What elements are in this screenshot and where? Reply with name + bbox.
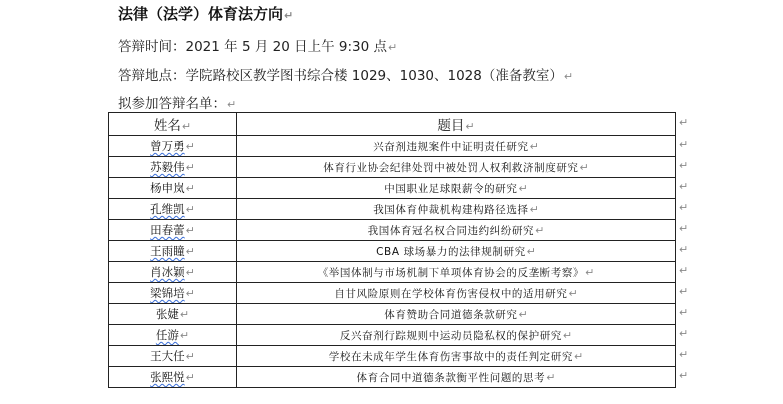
table-row [109, 136, 676, 157]
row-end-mark-icon: ↵ [679, 222, 689, 235]
paragraph-mark-icon: ↵ [563, 70, 574, 83]
column-header-topic-text: 题目 [437, 118, 465, 134]
row-end-mark-icon: ↵ [679, 306, 689, 319]
student-name: 苏毅伟 [150, 160, 185, 174]
cell-mark-icon: ↵ [526, 244, 536, 258]
name-cell [109, 304, 237, 325]
cell-mark-icon: ↵ [179, 308, 190, 321]
column-header-name-text: 姓名 [153, 118, 181, 134]
topic-cell [237, 199, 676, 220]
thesis-topic: 自甘风险原则在学校体育伤害侵权中的适用研究 [334, 287, 568, 300]
paragraph-mark-icon: ↵ [227, 98, 237, 111]
topic-cell [237, 346, 676, 367]
student-name: 张熙悦 [150, 370, 185, 384]
topic-cell [237, 262, 676, 283]
thesis-topic: 中国职业足球限薪令的研究 [384, 182, 518, 195]
thesis-topic: 体育赞助合同道德条款研究 [384, 308, 518, 321]
table-row [109, 325, 676, 346]
student-name: 曾万勇 [150, 139, 185, 153]
cell-mark-icon: ↵ [185, 224, 195, 237]
topic-cell [237, 220, 676, 241]
student-name: 王大任 [150, 349, 185, 363]
student-name: 杨申岚 [150, 181, 185, 195]
cell-mark-icon: ↵ [185, 350, 195, 363]
topic-cell [237, 325, 676, 346]
cell-mark-icon: ↵ [562, 328, 573, 342]
cell-mark-icon: ↵ [185, 371, 195, 384]
document-heading [118, 3, 293, 24]
topic-cell [237, 157, 676, 178]
name-cell [109, 241, 237, 262]
row-end-mark-icon: ↵ [679, 369, 689, 382]
name-cell [109, 283, 237, 304]
thesis-topic: 《举国体制与市场机制下单项体育协会的反垄断考察》 [317, 266, 585, 279]
column-header-name [109, 113, 237, 136]
topic-cell [237, 241, 676, 262]
cell-mark-icon: ↵ [179, 329, 190, 342]
row-end-mark-icon: ↵ [679, 201, 689, 214]
topic-cell [237, 283, 676, 304]
row-end-mark-icon: ↵ [679, 159, 689, 172]
student-name: 王雨瞳 [150, 244, 185, 258]
student-name: 肖冰颖 [150, 265, 185, 279]
table-row [109, 346, 676, 367]
student-name: 梁锦培 [150, 286, 185, 300]
thesis-topic: 我国体育冠名权合同违约纠纷研究 [367, 224, 535, 237]
name-cell [109, 325, 237, 346]
table-row [109, 220, 676, 241]
cell-mark-icon: ↵ [585, 265, 595, 279]
cell-mark-icon: ↵ [185, 245, 195, 258]
cell-mark-icon: ↵ [529, 202, 539, 216]
cell-mark-icon: ↵ [535, 223, 545, 237]
topic-cell [237, 136, 676, 157]
cell-mark-icon: ↵ [573, 349, 584, 363]
cell-mark-icon: ↵ [185, 266, 195, 279]
name-cell [109, 346, 237, 367]
cell-mark-icon: ↵ [568, 286, 578, 300]
name-cell [109, 199, 237, 220]
row-end-mark-icon: ↵ [679, 285, 689, 298]
thesis-topic: 兴奋剂违规案件中证明责任研究 [373, 140, 529, 153]
topic-cell [237, 178, 676, 199]
student-name: 任游 [155, 328, 179, 342]
table-row [109, 304, 676, 325]
thesis-topic: 反兴奋剂行踪规则中运动员隐私权的保护研究 [339, 329, 562, 342]
paragraph-mark-icon: ↵ [387, 41, 398, 54]
cell-mark-icon: ↵ [465, 120, 475, 133]
defense-place-line [118, 64, 573, 84]
table-row [109, 262, 676, 283]
topic-cell [237, 367, 676, 388]
name-cell [109, 220, 237, 241]
topic-cell [237, 304, 676, 325]
table-row [109, 283, 676, 304]
column-header-topic [237, 113, 676, 136]
row-end-mark-icon: ↵ [679, 243, 689, 256]
table-row [109, 157, 676, 178]
heading-text: 法律（法学）体育法方向 [118, 5, 284, 23]
participant-list-label-line [118, 92, 236, 112]
participant-list-label: 拟参加答辩名单： [118, 96, 226, 112]
defense-place-text: 答辩地点：学院路校区教学图书综合楼 1029、1030、1028（准备教室） [118, 68, 563, 84]
table-header-row [109, 113, 676, 136]
defense-time-line [118, 35, 397, 55]
student-name: 孔维凯 [150, 202, 185, 216]
cell-mark-icon: ↵ [518, 307, 528, 321]
cell-mark-icon: ↵ [185, 203, 195, 216]
cell-mark-icon: ↵ [185, 287, 195, 300]
cell-mark-icon: ↵ [185, 140, 195, 153]
thesis-topic: 体育行业协会纪律处罚中被处罚人权利救济制度研究 [323, 161, 579, 174]
cell-mark-icon: ↵ [579, 160, 589, 174]
thesis-topic: 学校在未成年学生体育伤害事故中的责任判定研究 [328, 350, 573, 363]
row-end-mark-icon: ↵ [679, 180, 689, 193]
table-row [109, 241, 676, 262]
paragraph-mark-icon: ↵ [284, 9, 294, 22]
participant-table [108, 112, 676, 388]
row-end-mark-icon: ↵ [679, 327, 689, 340]
table-row [109, 199, 676, 220]
row-end-mark-icon: ↵ [679, 138, 689, 151]
table-body [109, 136, 676, 388]
cell-mark-icon: ↵ [181, 120, 192, 133]
name-cell [109, 367, 237, 388]
cell-mark-icon: ↵ [185, 161, 195, 174]
name-cell [109, 157, 237, 178]
name-cell [109, 262, 237, 283]
row-end-mark-icon: ↵ [679, 264, 689, 277]
table-row [109, 367, 676, 388]
cell-mark-icon: ↵ [529, 139, 539, 153]
student-name: 田春蕾 [150, 223, 185, 237]
thesis-topic: 我国体育仲裁机构建构路径选择 [373, 203, 529, 216]
student-name: 张婕 [155, 307, 179, 321]
thesis-topic: CBA 球场暴力的法律规制研究 [376, 245, 526, 258]
defense-time-text: 答辩时间：2021 年 5 月 20 日上午 9:30 点 [118, 39, 387, 55]
row-end-mark-icon: ↵ [679, 348, 689, 361]
thesis-topic: 体育合同中道德条款衡平性问题的思考 [356, 371, 546, 384]
cell-mark-icon: ↵ [185, 182, 195, 195]
row-end-mark-icon: ↵ [679, 116, 689, 129]
table-row [109, 178, 676, 199]
cell-mark-icon: ↵ [546, 370, 556, 384]
name-cell [109, 178, 237, 199]
name-cell [109, 136, 237, 157]
cell-mark-icon: ↵ [518, 181, 528, 195]
